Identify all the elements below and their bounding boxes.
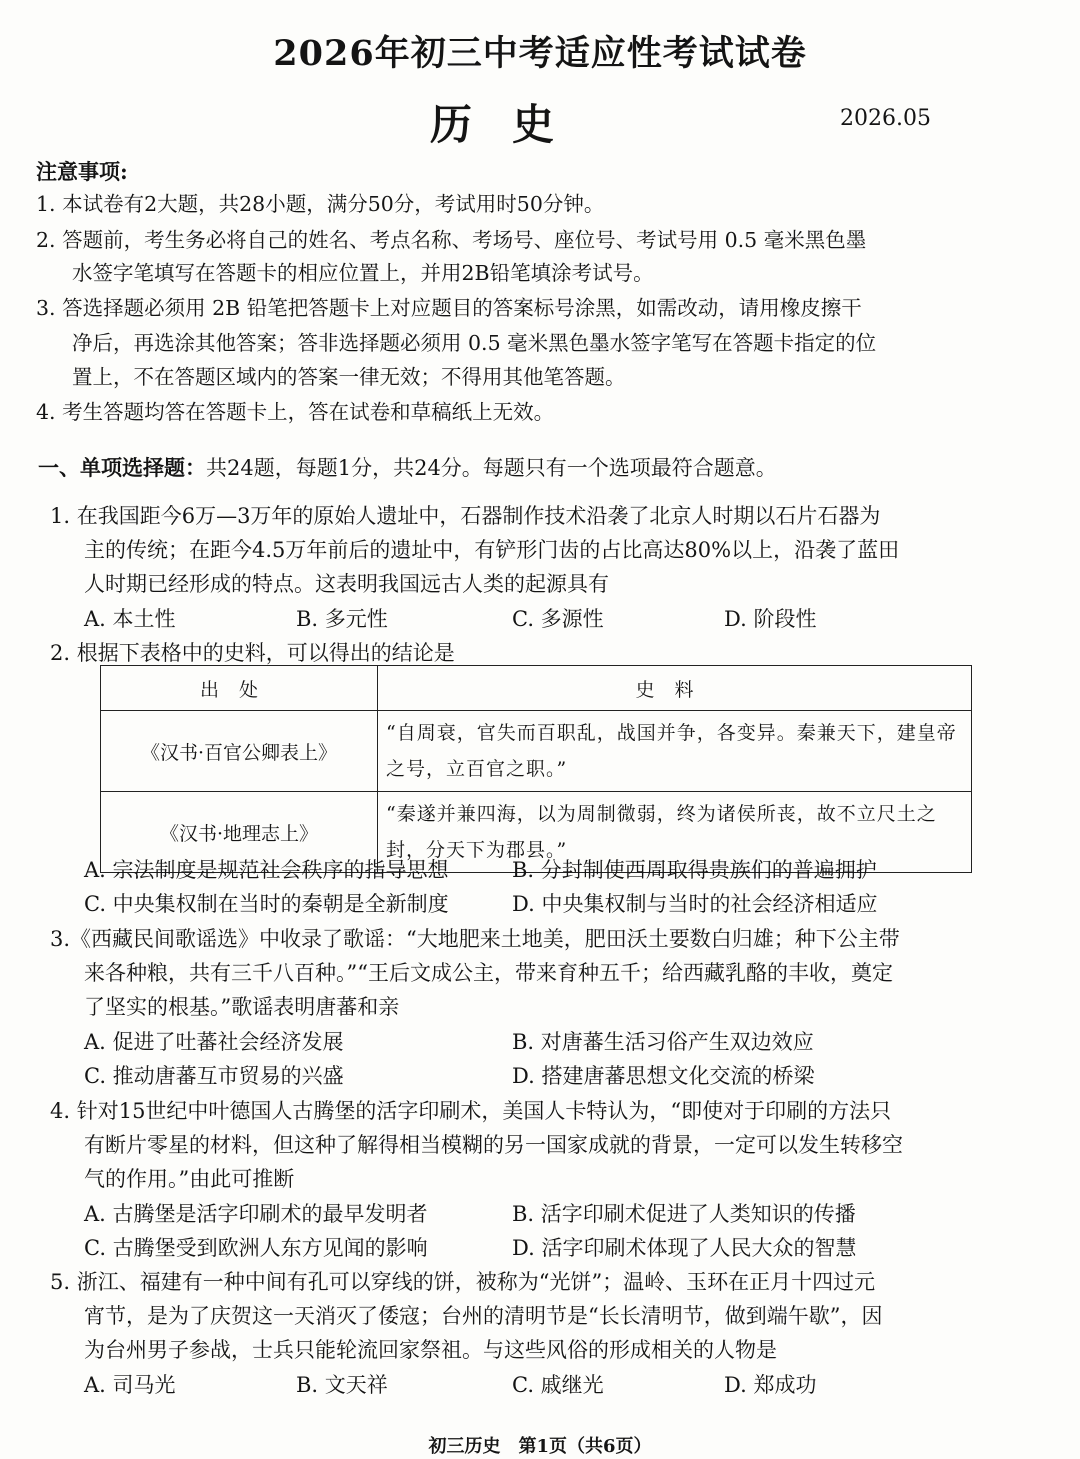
section-heading-desc: 共24题，每题1分，共24分。每题只有一个选项最符合题意。 bbox=[206, 456, 777, 480]
notice-line: 3. 答选择题必须用 2B 铅笔把答题卡上对应题目的答案标号涂黑，如需改动，请用橡皮擦干 bbox=[36, 296, 862, 320]
notice-line: 置上，不在答题区域内的答案一律无效；不得用其他笔答题。 bbox=[72, 365, 626, 389]
table-header-row bbox=[101, 666, 972, 711]
question-line: 宵节，是为了庆贺这一天消灭了倭寇；台州的清明节是“长长清明节，做到端午歇”，因 bbox=[84, 1304, 883, 1328]
notice-line: 水签字笔填写在答题卡的相应位置上，并用2B铅笔填涂考试号。 bbox=[72, 261, 654, 285]
option-a: A. 本土性 bbox=[84, 607, 176, 631]
table-header-material: 史料 bbox=[378, 666, 972, 711]
option-b: B. 分封制使西周取得贵族们的普遍拥护 bbox=[512, 858, 877, 882]
option-d: D. 阶段性 bbox=[724, 607, 817, 631]
page-footer: 初三历史 第1页（共6页） bbox=[428, 1436, 652, 1457]
question-line: 4. 针对15世纪中叶德国人古腾堡的活字印刷术，美国人卡特认为，“即使对于印刷的方法只 bbox=[50, 1099, 892, 1123]
question-line: 为台州男子参战，士兵只能轮流回家祭祖。与这些风俗的形成相关的人物是 bbox=[84, 1338, 777, 1362]
option-a: A. 促进了吐蕃社会经济发展 bbox=[84, 1030, 344, 1054]
question-line: 气的作用。”由此可推断 bbox=[84, 1167, 295, 1191]
question-line: 了坚实的根基。”歌谣表明唐蕃和亲 bbox=[84, 995, 400, 1019]
section-heading-label: 一、单项选择题： bbox=[38, 455, 206, 480]
table-header-source: 出处 bbox=[101, 666, 378, 711]
option-d: D. 中央集权制与当时的社会经济相适应 bbox=[512, 892, 878, 916]
option-d: D. 郑成功 bbox=[724, 1373, 817, 1397]
question-line: 有断片零星的材料，但这种了解得相当模糊的另一国家成就的背景，一定可以发生转移空 bbox=[84, 1133, 903, 1157]
table-cell-material: “自周衰，官失而百职乱，战国并争，各变异。秦兼天下，建皇帝之号，立百官之职。” bbox=[378, 711, 972, 792]
notice-line: 1. 本试卷有2大题，共28小题，满分50分，考试用时50分钟。 bbox=[36, 192, 605, 216]
option-c: C. 戚继光 bbox=[512, 1373, 604, 1397]
option-d: D. 活字印刷术体现了人民大众的智慧 bbox=[512, 1236, 857, 1260]
option-c: C. 中央集权制在当时的秦朝是全新制度 bbox=[84, 892, 449, 916]
notice-line: 净后，再选涂其他答案；答非选择题必须用 0.5 毫米黑色墨水签字笔写在答题卡指定的位 bbox=[72, 331, 877, 355]
table-cell-source: 《汉书·地理志上》 bbox=[101, 792, 378, 873]
question-line: 2. 根据下表格中的史料，可以得出的结论是 bbox=[50, 641, 455, 665]
exam-date: 2026.05 bbox=[840, 106, 931, 131]
notice-line: 4. 考生答题均答在答题卡上，答在试卷和草稿纸上无效。 bbox=[36, 400, 555, 424]
option-c: C. 推动唐蕃互市贸易的兴盛 bbox=[84, 1064, 344, 1088]
option-b: B. 活字印刷术促进了人类知识的传播 bbox=[512, 1202, 856, 1226]
section-heading bbox=[38, 452, 777, 482]
option-c: C. 多源性 bbox=[512, 607, 604, 631]
option-a: A. 宗法制度是规范社会秩序的指导思想 bbox=[84, 858, 449, 882]
option-d: D. 搭建唐蕃思想文化交流的桥梁 bbox=[512, 1064, 815, 1088]
option-b: B. 对唐蕃生活习俗产生双边效应 bbox=[512, 1030, 814, 1054]
exam-title: 2026年初三中考适应性考试试卷 bbox=[273, 33, 807, 74]
option-c: C. 古腾堡受到欧洲人东方见闻的影响 bbox=[84, 1236, 428, 1260]
option-b: B. 多元性 bbox=[296, 607, 388, 631]
question-line: 主的传统；在距今4.5万年前后的遗址中，有铲形门齿的占比高达80%以上，沿袭了蓝田 bbox=[84, 538, 900, 562]
option-a: A. 古腾堡是活字印刷术的最早发明者 bbox=[84, 1202, 428, 1226]
table-row bbox=[101, 711, 972, 792]
table-cell-source: 《汉书·百官公卿表上》 bbox=[101, 711, 378, 792]
question-line: 来各种粮，共有三千八百种。”“王后文成公主，带来育种五千；给西藏乳酪的丰收，奠定 bbox=[84, 961, 893, 985]
notice-line: 2. 答题前，考生务必将自己的姓名、考点名称、考场号、座位号、考试号用 0.5 毫米黑色墨 bbox=[36, 228, 867, 252]
question-line: 人时期已经形成的特点。这表明我国远古人类的起源具有 bbox=[84, 572, 609, 596]
source-table bbox=[100, 665, 972, 873]
question-line: 1. 在我国距今6万—3万年的原始人遗址中，石器制作技术沿袭了北京人时期以石片石器为 bbox=[50, 504, 881, 528]
table-cell-material: “秦遂并兼四海，以为周制微弱，终为诸侯所丧，故不立尺土之封，分天下为郡县。” bbox=[378, 792, 972, 873]
option-b: B. 文天祥 bbox=[296, 1373, 388, 1397]
subject-title: 历史 bbox=[430, 100, 595, 149]
notice-heading: 注意事项: bbox=[36, 159, 128, 184]
question-line: 5. 浙江、福建有一种中间有孔可以穿线的饼，被称为“光饼”；温岭、玉环在正月十四过元 bbox=[50, 1270, 876, 1294]
option-a: A. 司马光 bbox=[84, 1373, 176, 1397]
question-line: 3.《西藏民间歌谣选》中收录了歌谣：“大地肥来土地美，肥田沃土要数白归雄；种下公主带 bbox=[50, 927, 900, 951]
